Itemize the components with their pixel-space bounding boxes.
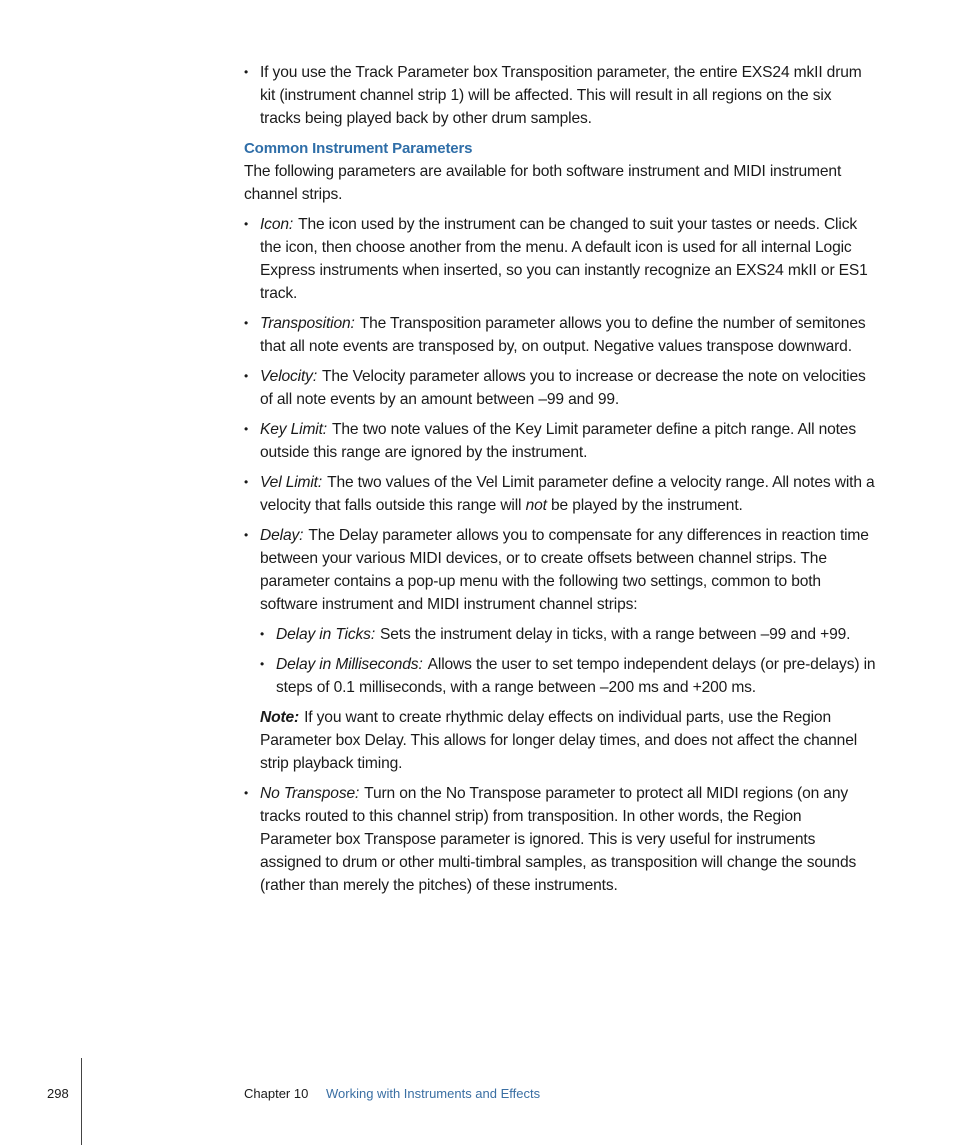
item-term: Delay in Milliseconds: (276, 656, 423, 673)
section-heading: Common Instrument Parameters (244, 140, 473, 157)
list-item-vel-limit (244, 471, 876, 517)
item-term: Key Limit: (260, 421, 327, 438)
item-term: Delay in Ticks: (276, 626, 375, 643)
section-intro: The following parameters are available for both software instrument and MIDI instrument channel strips. (244, 163, 842, 203)
item-text: The Transposition parameter allows you to define the number of semitones that all note events are transposed by, on output. Negative values transpose downward. (260, 315, 866, 355)
page-body (244, 61, 876, 904)
item-emphasis: not (525, 497, 547, 514)
page-number: 298 (47, 1086, 69, 1101)
list-item-icon (244, 213, 876, 305)
item-term: Transposition: (260, 315, 355, 332)
list-item-transposition (244, 312, 876, 358)
list-item-velocity (244, 365, 876, 411)
item-text: The Delay parameter allows you to compensate for any differences in reaction time between your various MIDI devices, or to create offsets between channel strips. The parameter contains a pop-up menu with the following two settings, common to both software instrument and MIDI instrument channel strips: (260, 527, 869, 613)
note-text: If you want to create rhythmic delay effects on individual parts, use the Region Parameter box Delay. This allows for longer delay times, and does not affect the channel strip playback timing. (260, 709, 858, 772)
item-text: Turn on the No Transpose parameter to protect all MIDI regions (on any tracks routed to this channel strip) from transposition. In other words, the Region Parameter box Transpose parameter is ignored. This is very useful for instruments assigned to drum or other multi-timbral samples, as transposition will change the sounds (rather than merely the pitches) of these instruments. (260, 785, 857, 894)
sub-item-delay-in-milliseconds (260, 653, 876, 699)
intro-bullet: • If you use the Track Parameter box Transposition parameter, the entire EXS24 mkII drum kit (instrument channel strip 1) will be affected. This will result in all regions on the six tracks being played back by other drum samples. (244, 61, 876, 130)
item-term: Vel Limit: (260, 474, 323, 491)
list-item-delay (244, 524, 876, 616)
note (260, 706, 876, 775)
footer-divider (81, 1058, 82, 1145)
item-text: The two note values of the Key Limit parameter define a pitch range. All notes outside this range are ignored by the instrument. (260, 421, 856, 461)
item-text: Allows the user to set tempo independent delays (or pre-delays) in steps of 0.1 milliseconds, with a range between –200 ms and +200 ms. (276, 656, 876, 696)
list-item-no-transpose (244, 782, 876, 897)
item-term: No Transpose: (260, 785, 360, 802)
sub-item-delay-in-ticks (260, 623, 876, 646)
item-text-after: be played by the instrument. (546, 497, 743, 514)
footer-chapter-title: Working with Instruments and Effects (326, 1086, 541, 1101)
item-text: Sets the instrument delay in ticks, with a range between –99 and +99. (380, 626, 851, 643)
footer-chapter: Chapter 10 (244, 1086, 309, 1101)
item-term: Icon: (260, 216, 294, 233)
item-text: The icon used by the instrument can be changed to suit your tastes or needs. Click the icon, then choose another from the menu. A default icon is used for all internal Logic Express instruments when inserted, so you can instantly recognize an EXS24 mkII or ES1 track. (260, 216, 868, 302)
item-text-before: The two values of the Vel Limit parameter define a velocity range. All notes with a velocity that falls outside this range will (260, 474, 875, 514)
item-term: Velocity: (260, 368, 318, 385)
item-text: The Velocity parameter allows you to increase or decrease the note on velocities of all note events by an amount between –99 and 99. (260, 368, 866, 408)
note-label: Note: (260, 709, 300, 726)
item-term: Delay: (260, 527, 304, 544)
list-item-key-limit (244, 418, 876, 464)
